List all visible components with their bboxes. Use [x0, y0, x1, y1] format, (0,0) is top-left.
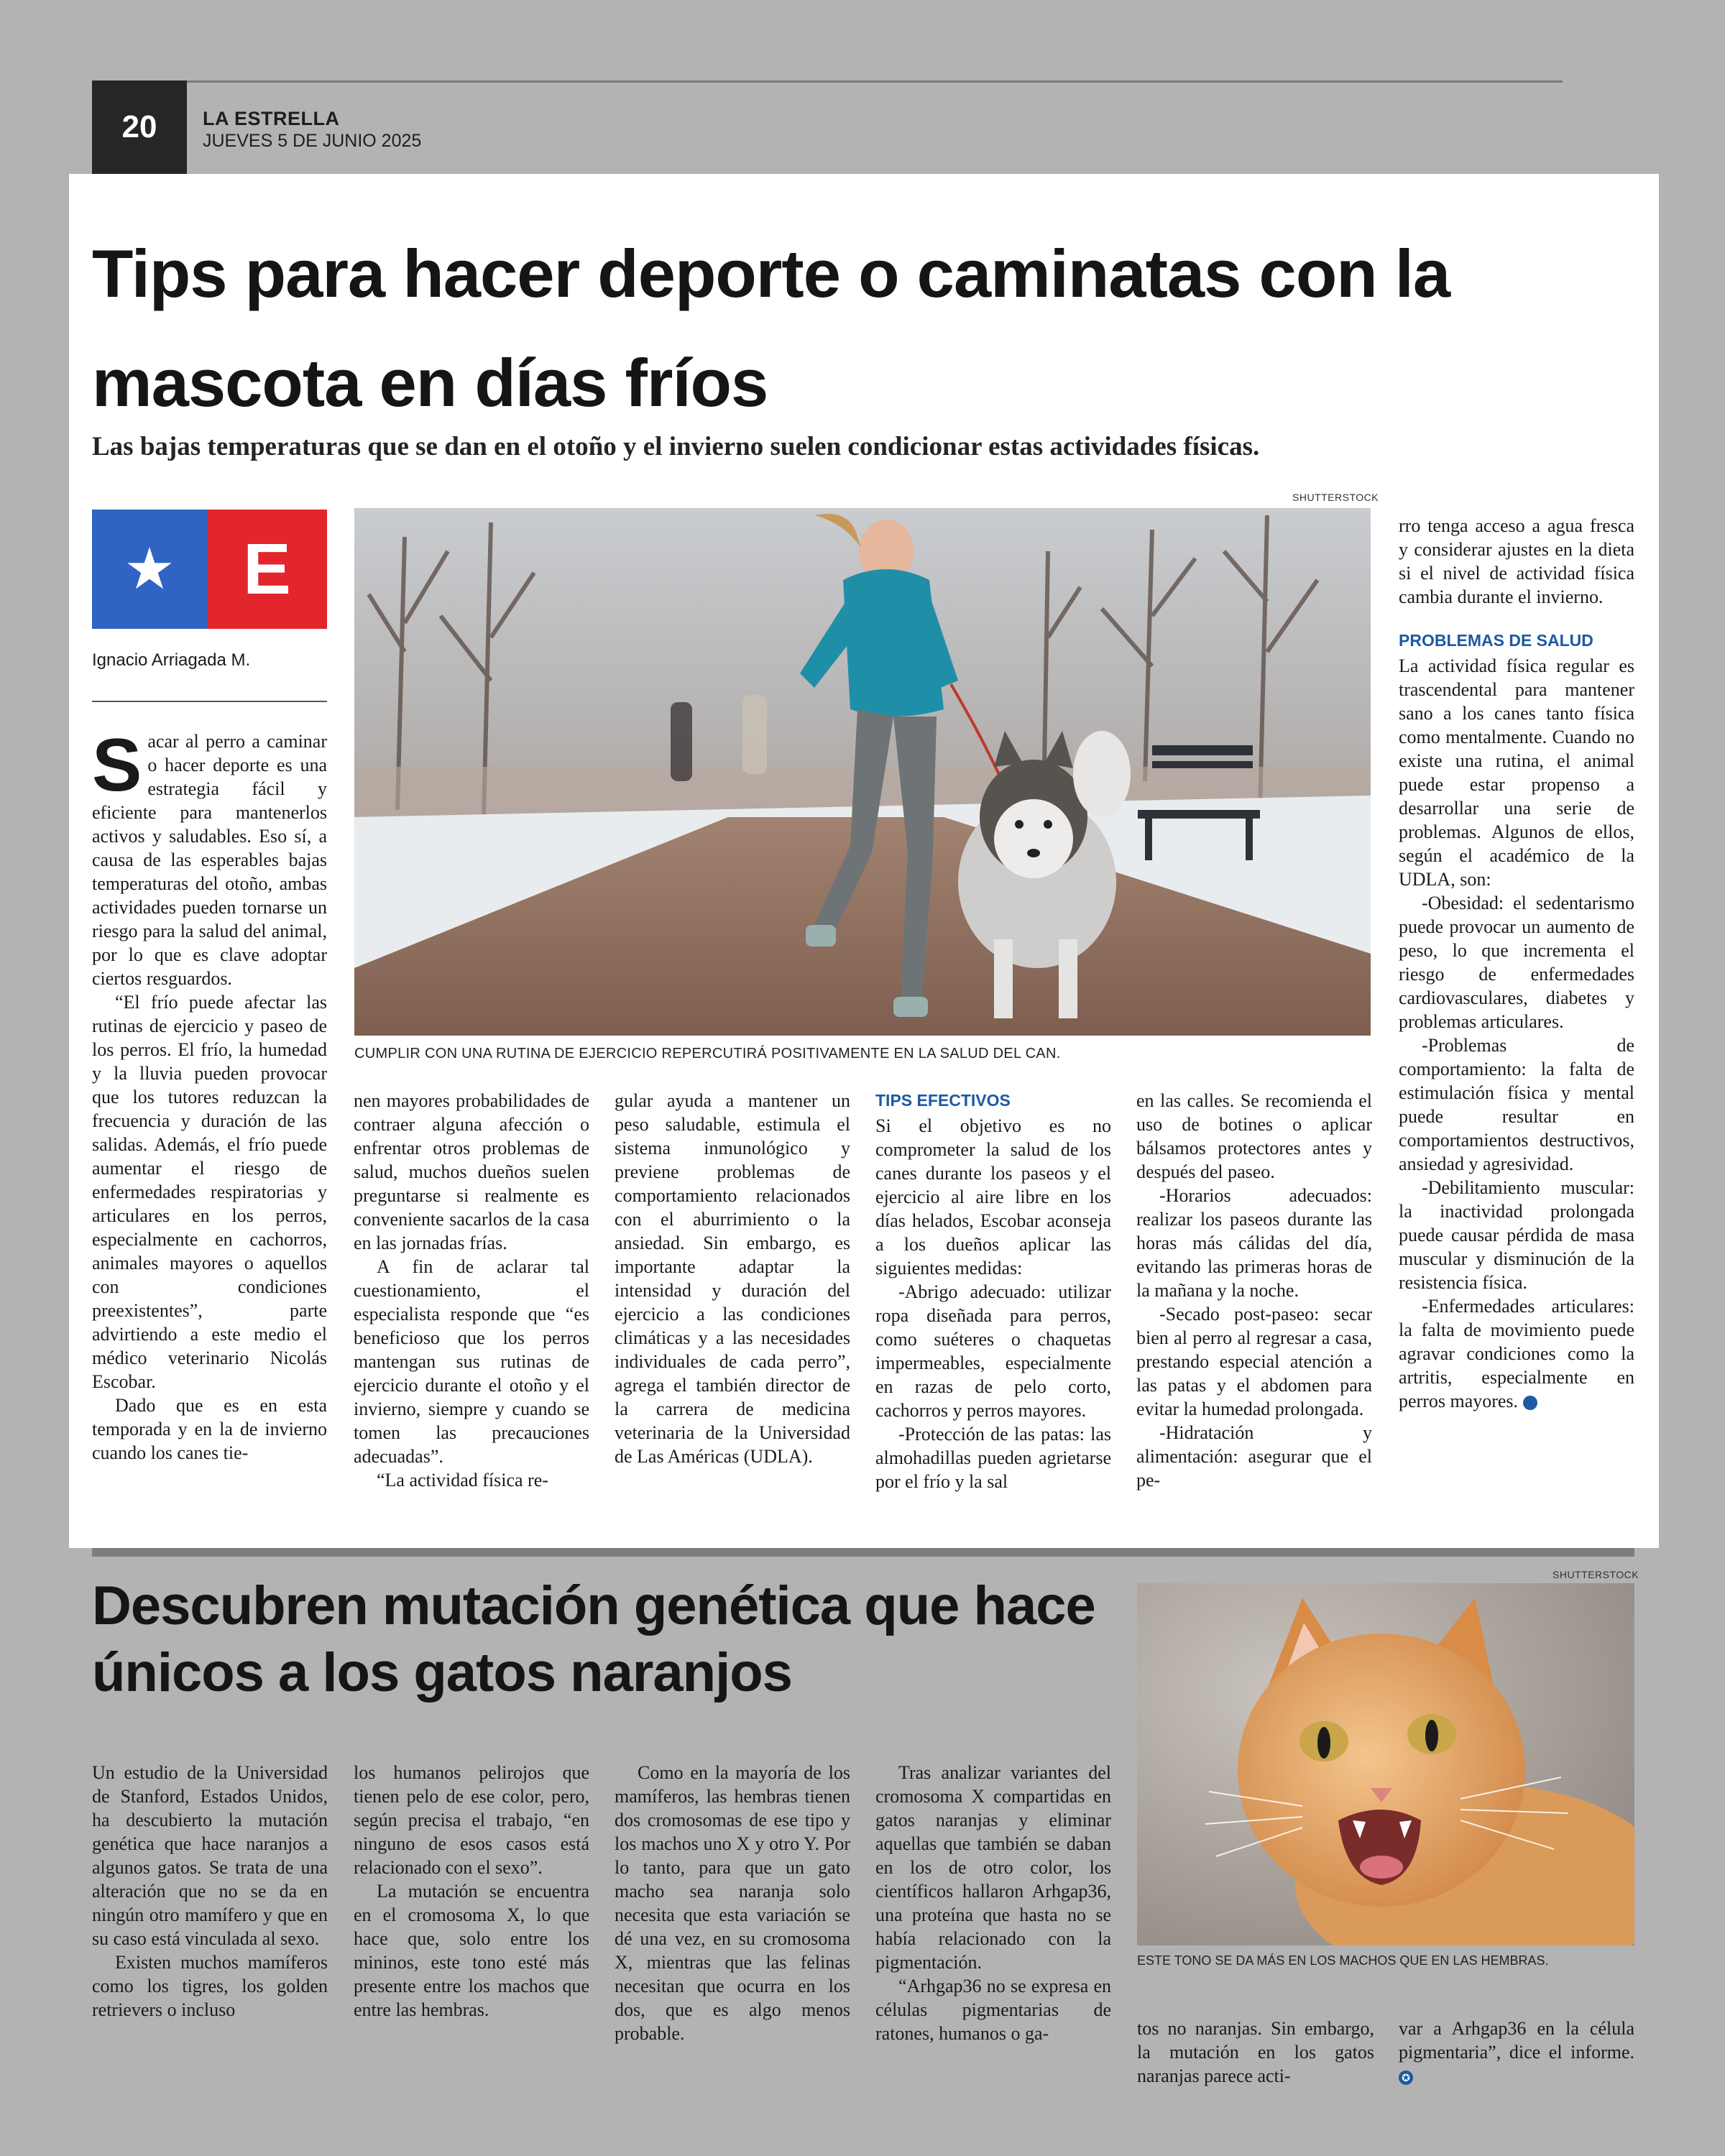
byline-divider	[92, 701, 327, 702]
article1-paragraph: gular ayuda a mantener un peso saludable, estimula el sistema inmunológico y previene problemas de comportamiento relacionados con el aburrimiento o la ansiedad. Sin embargo, es importante adaptar la intensidad y duración del ejercicio a las condiciones climáticas y a las necesidades individuales de cada perro”, agrega el también director de la carrera de medicina veterinaria de la Universidad de Las Américas (UDLA).	[615, 1090, 850, 1467]
article2-column-3	[615, 1761, 850, 2045]
photo-orange-cat	[1137, 1583, 1634, 1945]
article2-column-1	[92, 1761, 328, 2022]
article2-paragraph: Como en la mayoría de los mamíferos, las hembras tienen dos cromosomas de ese tipo y los machos uno X y otro Y. Por lo tanto, para que un gato macho sea naranja solo necesita que esta variación se dé una vez, en su cromosoma X, mientras que las felinas necesitan que ocurra en los dos, que es algo menos probable.	[615, 1762, 850, 2044]
article1-paragraph: “La actividad física re-	[377, 1470, 548, 1491]
article1-paragraph: “El frío puede afectar las rutinas de ejercicio y paseo de los perros. El frío, la humedad y la lluvia pueden provocar que los tutores reduzcan la frecuencia y duración de las salidas. Además, el frío puede aumentar el riesgo de enfermedades respiratorias y articulares en los perros, especialmente en cachorros, animales mayores o aquellos con condiciones preexistentes”, parte advirtiendo a este medio el médico veterinario Nicolás Escobar.	[92, 992, 327, 1392]
article2-column-2	[354, 1761, 589, 2022]
author-byline: Ignacio Arriagada M.	[92, 650, 251, 670]
page-number: 20	[92, 80, 187, 174]
logo-letter: E	[207, 510, 327, 629]
article2-column-6	[1399, 2017, 1634, 2088]
article1-paragraph: La actividad física regular es trascendental para mantener sano a los canes tanto física como mentalmente. Cuando no existe una rutina, el animal puede estar propenso a desarrollar una serie de problemas. Algunos de ellos, según el académico de la UDLA, son:	[1399, 655, 1634, 890]
article1-paragraph: -Enfermedades articulares: la falta de movimiento puede agravar condiciones como la artritis, especialmente en perros mayores. ✪	[1399, 1296, 1634, 1411]
photo1-credit: SHUTTERSTOCK	[1292, 492, 1379, 503]
article1-subtitle: Las bajas temperaturas que se dan en el otoño y el invierno suelen condicionar estas actividades físicas.	[92, 432, 1260, 461]
article1-paragraph: -Problemas de comportamiento: la falta de estimulación física y mental puede resultar en comportamientos destructivos, ansiedad y agresividad.	[1399, 1035, 1634, 1174]
article1-paragraph: -Abrigo adecuado: utilizar ropa diseñada para perros, como suéteres o chaquetas impermeables, especialmente en razas de pelo corto, cachorros y perros mayores.	[875, 1281, 1111, 1421]
article1-column-2	[354, 1089, 589, 1492]
end-of-article-icon: ✪	[1523, 1396, 1537, 1410]
article2-paragraph: var a Arhgap36 en la célula pigmentaria”, dice el informe. ✪	[1399, 2018, 1634, 2084]
issue-date: JUEVES 5 DE JUNIO 2025	[203, 131, 422, 151]
article2-paragraph: Tras analizar variantes del cromosoma X compartidas en gatos naranjas y eliminar aquellas que también se daban en los de otro color, los científicos hallaron Arhgap36, una proteína que hasta no se había relacionado con la pigmentación.	[875, 1762, 1111, 1973]
photo1-caption: CUMPLIR CON UNA RUTINA DE EJERCICIO REPERCUTIRÁ POSITIVAMENTE EN LA SALUD DEL CAN.	[354, 1046, 1061, 1061]
newspaper-name: LA ESTRELLA	[203, 108, 340, 129]
article1-paragraph: Dado que es en esta temporada y en la de invierno cuando los canes tie-	[92, 1395, 327, 1463]
article1-column-1	[92, 724, 327, 1465]
photo-woman-running-with-dog	[354, 508, 1371, 1036]
section-logo	[92, 510, 327, 629]
article1-column-4	[875, 1089, 1111, 1493]
star-icon: ★	[92, 510, 207, 629]
end-of-article-icon: ✪	[1399, 2070, 1413, 2085]
article1-title: Tips para hacer deporte o caminatas con la mascota en días fríos	[92, 236, 1450, 420]
article2-column-4	[875, 1761, 1111, 2045]
article2-paragraph: los humanos pelirojos que tienen pelo de ese color, pero, según precisa el trabajo, “en ninguno de esos casos está relacionado con el sexo”.	[354, 1762, 589, 1878]
article1-column-6	[1399, 514, 1634, 1413]
subheading-problems: PROBLEMAS DE SALUD	[1399, 631, 1593, 650]
article2-paragraph: tos no naranjas. Sin embargo, la mutación en los gatos naranjas parece acti-	[1137, 2018, 1374, 2086]
subheading-tips: TIPS EFECTIVOS	[875, 1091, 1011, 1110]
photo2-credit: SHUTTERSTOCK	[1552, 1569, 1639, 1580]
article1-column-3	[615, 1089, 850, 1468]
article1-paragraph: nen mayores probabilidades de contraer alguna afección o enfrentar otros problemas de salud, muchos dueños suelen preguntarse si realmente es conveniente sacarlos de la casa en las jornadas frías.	[354, 1090, 589, 1253]
article1-paragraph: Si el objetivo es no comprometer la salud de los canes durante los paseos y el ejercicio al aire libre en los días helados, Escobar aconseja a los dueños aplicar las siguientes medidas:	[875, 1115, 1111, 1279]
header-rule	[92, 80, 1563, 83]
article2-paragraph: Un estudio de la Universidad de Stanford, Estados Unidos, ha descubierto la mutación genética que hace naranjos a algunos gatos. Se trata de una alteración que no se da en ningún otro mamífero y que en su caso está vinculada al sexo.	[92, 1762, 328, 1949]
article1-column-5	[1136, 1089, 1372, 1492]
article2-column-5	[1137, 2017, 1374, 2088]
article1-paragraph: A fin de aclarar tal cuestionamiento, el especialista responde que “es beneficioso que los perros mantengan sus rutinas de ejercicio durante el otoño y el invierno, siempre y cuando se tomen las precauciones adecuadas”.	[354, 1256, 589, 1467]
article1-paragraph: -Debilitamiento muscular: la inactividad prolongada puede causar pérdida de masa muscular y disminución de la resistencia física.	[1399, 1177, 1634, 1293]
photo2-caption: ESTE TONO SE DA MÁS EN LOS MACHOS QUE EN LAS HEMBRAS.	[1137, 1953, 1549, 1968]
article2-paragraph: Existen muchos mamíferos como los tigres, los golden retrievers o incluso	[92, 1952, 328, 2020]
article1-lead-paragraph: Sacar al perro a caminar o hacer deporte es una estrategia fácil y eficiente para mantenerlos activos y saludables. Eso sí, a causa de las esperables bajas temperaturas del otoño, ambas actividades pueden tornarse un riesgo para la salud del animal, por lo que es clave adoptar ciertos resguardos.	[92, 724, 327, 989]
article1-paragraph: -Secado post-paseo: secar bien al perro al regresar a casa, prestando especial atención a las patas y el abdomen para evitar la humedad prolongada.	[1136, 1304, 1372, 1419]
dropcap: S	[92, 724, 142, 807]
article1-paragraph: -Hidratación y alimentación: asegurar que el pe-	[1136, 1422, 1372, 1491]
section-separator	[92, 1548, 1634, 1557]
article1-paragraph: rro tenga acceso a agua fresca y considerar ajustes en la dieta si el nivel de actividad física cambia durante el invierno.	[1399, 515, 1634, 607]
article1-paragraph: -Horarios adecuados: realizar los paseos durante las horas más cálidas del día, evitando las primeras horas de la mañana y la noche.	[1136, 1185, 1372, 1301]
article2-paragraph: La mutación se encuentra en el cromosoma X, lo que hace que, solo entre los mininos, este tono esté más presente entre los machos que entre las hembras.	[354, 1881, 589, 2020]
article1-paragraph: -Protección de las patas: las almohadillas pueden agrietarse por el frío y la sal	[875, 1424, 1111, 1492]
article1-paragraph: en las calles. Se recomienda el uso de botines o aplicar bálsamos protectores antes y después del paseo.	[1136, 1090, 1372, 1182]
article2-paragraph: “Arhgap36 no se expresa en células pigmentarias de ratones, humanos o ga-	[875, 1976, 1111, 2044]
article2-title: Descubren mutación genética que hace únicos a los gatos naranjos	[92, 1575, 1095, 1703]
article1-paragraph: -Obesidad: el sedentarismo puede provocar un aumento de peso, lo que incrementa el riesgo de enfermedades cardiovasculares, diabetes y problemas articulares.	[1399, 893, 1634, 1032]
